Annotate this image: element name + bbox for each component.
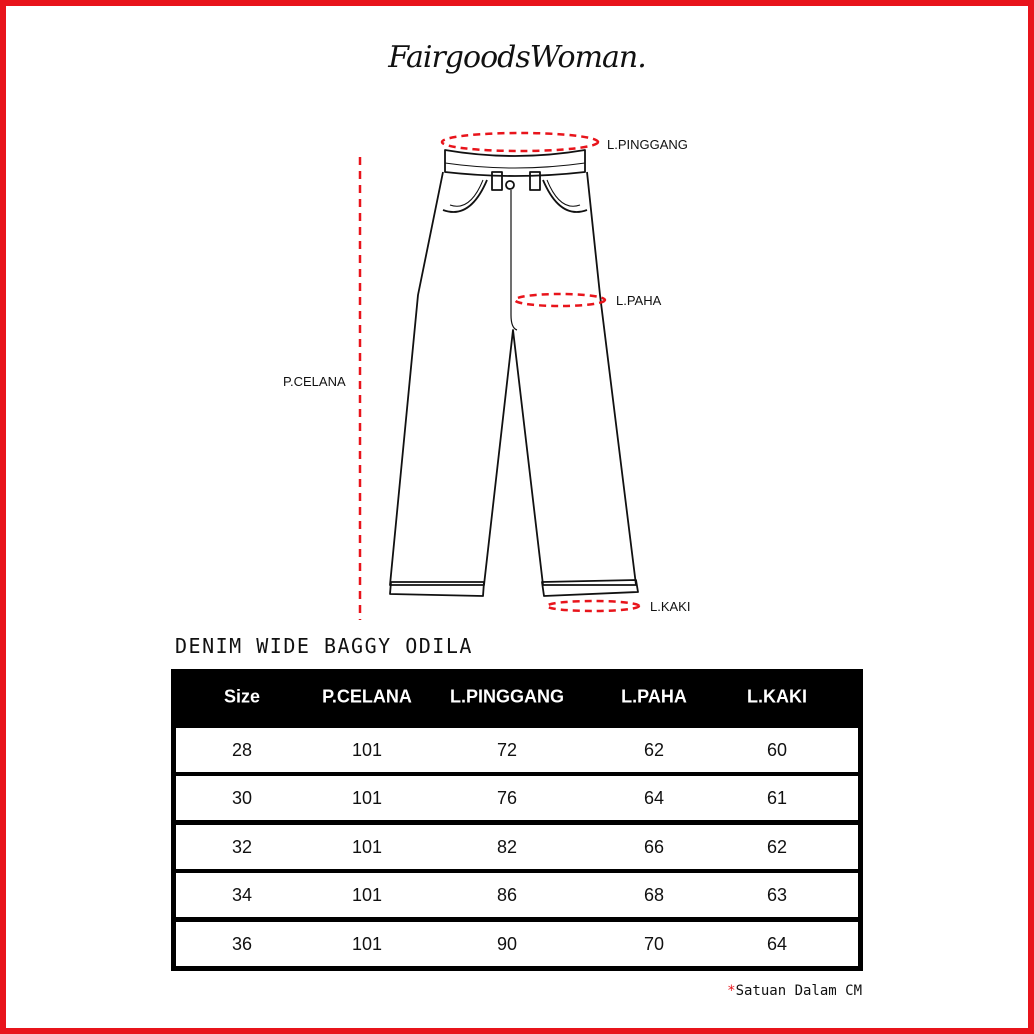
table-cell: 72 [496, 739, 518, 760]
waist-label: L.PINGGANG [607, 137, 688, 152]
note-asterisk: * [727, 983, 736, 999]
table-row [176, 776, 858, 820]
table-cell: 101 [351, 884, 383, 905]
table-cell: 62 [766, 836, 788, 857]
table-cell: 86 [496, 884, 518, 905]
hem-measure-ellipse [547, 601, 639, 611]
table-cell: 28 [231, 739, 253, 760]
table-row [176, 873, 858, 917]
table-cell: 34 [231, 884, 253, 905]
table-cell: 32 [231, 836, 253, 857]
column-header: L.PINGGANG [449, 686, 565, 707]
table-cell: 64 [766, 933, 788, 954]
column-header: L.KAKI [747, 686, 807, 707]
table-cell: 62 [643, 739, 665, 760]
column-header: P.CELANA [322, 686, 412, 707]
table-cell: 101 [351, 739, 383, 760]
table-cell: 90 [496, 933, 518, 954]
product-title: DENIM WIDE BAGGY ODILA [175, 634, 473, 658]
table-cell: 70 [643, 933, 665, 954]
table-cell: 63 [766, 884, 788, 905]
length-label: P.CELANA [283, 374, 346, 389]
table-cell: 60 [766, 739, 788, 760]
table-header [171, 669, 863, 726]
table-cell: 101 [351, 787, 383, 808]
table-row [176, 825, 858, 869]
table-cell: 30 [231, 787, 253, 808]
table-cell: 61 [766, 787, 788, 808]
table-cell: 64 [643, 787, 665, 808]
table-cell: 66 [643, 836, 665, 857]
thigh-measure-ellipse [515, 294, 605, 306]
waist-measure-ellipse [442, 133, 598, 151]
table-row [176, 728, 858, 772]
table-cell: 82 [496, 836, 518, 857]
column-header: Size [223, 686, 261, 707]
table-cell: 68 [643, 884, 665, 905]
column-header: L.PAHA [621, 686, 687, 707]
unit-note [727, 983, 862, 999]
hem-label: L.KAKI [650, 599, 691, 614]
table-row [176, 922, 858, 966]
note-text: Satuan Dalam CM [735, 983, 862, 999]
table-cell: 36 [231, 933, 253, 954]
brand-logo: FairgoodsWoman. [388, 40, 646, 75]
size-table [171, 669, 863, 971]
thigh-label: L.PAHA [616, 293, 662, 308]
table-cell: 101 [351, 933, 383, 954]
table-cell: 101 [351, 836, 383, 857]
pants-illustration [390, 150, 638, 596]
pants-diagram [0, 120, 1034, 620]
table-cell: 76 [496, 787, 518, 808]
